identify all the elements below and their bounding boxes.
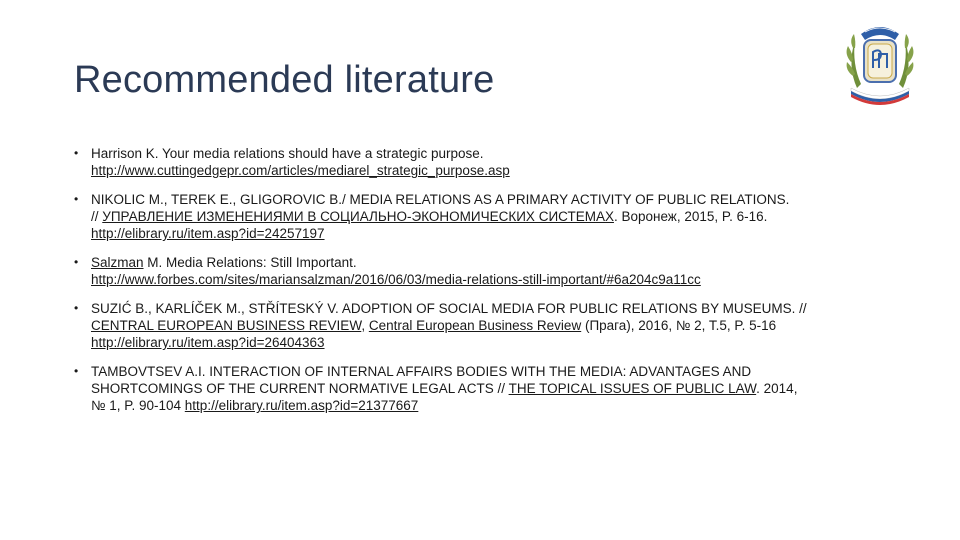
- reference-link[interactable]: http://elibrary.ru/item.asp?id=24257197: [91, 226, 325, 241]
- bullet: •: [74, 301, 79, 315]
- reference-list: [74, 145, 904, 426]
- list-item: [74, 191, 904, 242]
- list-item: [74, 254, 904, 288]
- reference-text: . Воронеж, 2015, P. 6-16.: [613, 209, 768, 224]
- reference-text: № 1, P. 90-104: [91, 398, 185, 413]
- reference-text: ,: [361, 318, 369, 333]
- list-item: [74, 145, 904, 179]
- journal-link[interactable]: Central European Business Review: [368, 318, 582, 333]
- list-item: [74, 363, 904, 414]
- journal-link[interactable]: THE TOPICAL ISSUES OF PUBLIC LAW: [508, 381, 757, 396]
- university-emblem-icon: [843, 18, 917, 106]
- reference-text: . 2014,: [756, 381, 798, 396]
- bullet: •: [74, 146, 79, 160]
- reference-text: SUZIĆ B., KARLÍČEK M., STŘÍTESKÝ V. ADOPTION OF SOCIAL MEDIA FOR PUBLIC RELATIONS BY MUSEUMS. //: [91, 301, 807, 316]
- reference-text: //: [91, 209, 103, 224]
- reference-text: NIKOLIC M., TEREK E., GLIGOROVIC B./ MEDIA RELATIONS AS A PRIMARY ACTIVITY OF PUBLIC RELATIONS.: [91, 192, 790, 207]
- reference-link[interactable]: http://elibrary.ru/item.asp?id=26404363: [91, 335, 325, 350]
- bullet: •: [74, 364, 79, 378]
- bullet: •: [74, 192, 79, 206]
- bullet: •: [74, 255, 79, 269]
- journal-link[interactable]: УПРАВЛЕНИЕ ИЗМЕНЕНИЯМИ В СОЦИАЛЬНО-ЭКОНОМИЧЕСКИХ СИСТЕМАХ: [102, 209, 614, 224]
- author-link[interactable]: Salzman: [91, 255, 144, 270]
- reference-link[interactable]: http://elibrary.ru/item.asp?id=21377667: [184, 398, 419, 413]
- reference-text: TAMBOVTSEV A.I. INTERACTION OF INTERNAL AFFAIRS BODIES WITH THE MEDIA: ADVANTAGES AND: [91, 364, 752, 379]
- reference-link[interactable]: http://www.cuttingedgepr.com/articles/mediarel_strategic_purpose.asp: [91, 163, 510, 178]
- reference-text: M. Media Relations: Still Important.: [143, 255, 357, 270]
- journal-link[interactable]: CENTRAL EUROPEAN BUSINESS REVIEW: [91, 318, 362, 333]
- reference-text: SHORTCOMINGS OF THE CURRENT NORMATIVE LEGAL ACTS //: [91, 381, 509, 396]
- list-item: [74, 300, 904, 351]
- slide-title: Recommended literature: [74, 59, 495, 101]
- reference-link[interactable]: http://www.forbes.com/sites/mariansalzman/2016/06/03/media-relations-still-important/#6a204c9a11cc: [91, 272, 701, 287]
- reference-text: Harrison K. Your media relations should have a strategic purpose.: [91, 146, 484, 161]
- reference-text: (Прага), 2016, № 2, T.5, P. 5-16: [581, 318, 777, 333]
